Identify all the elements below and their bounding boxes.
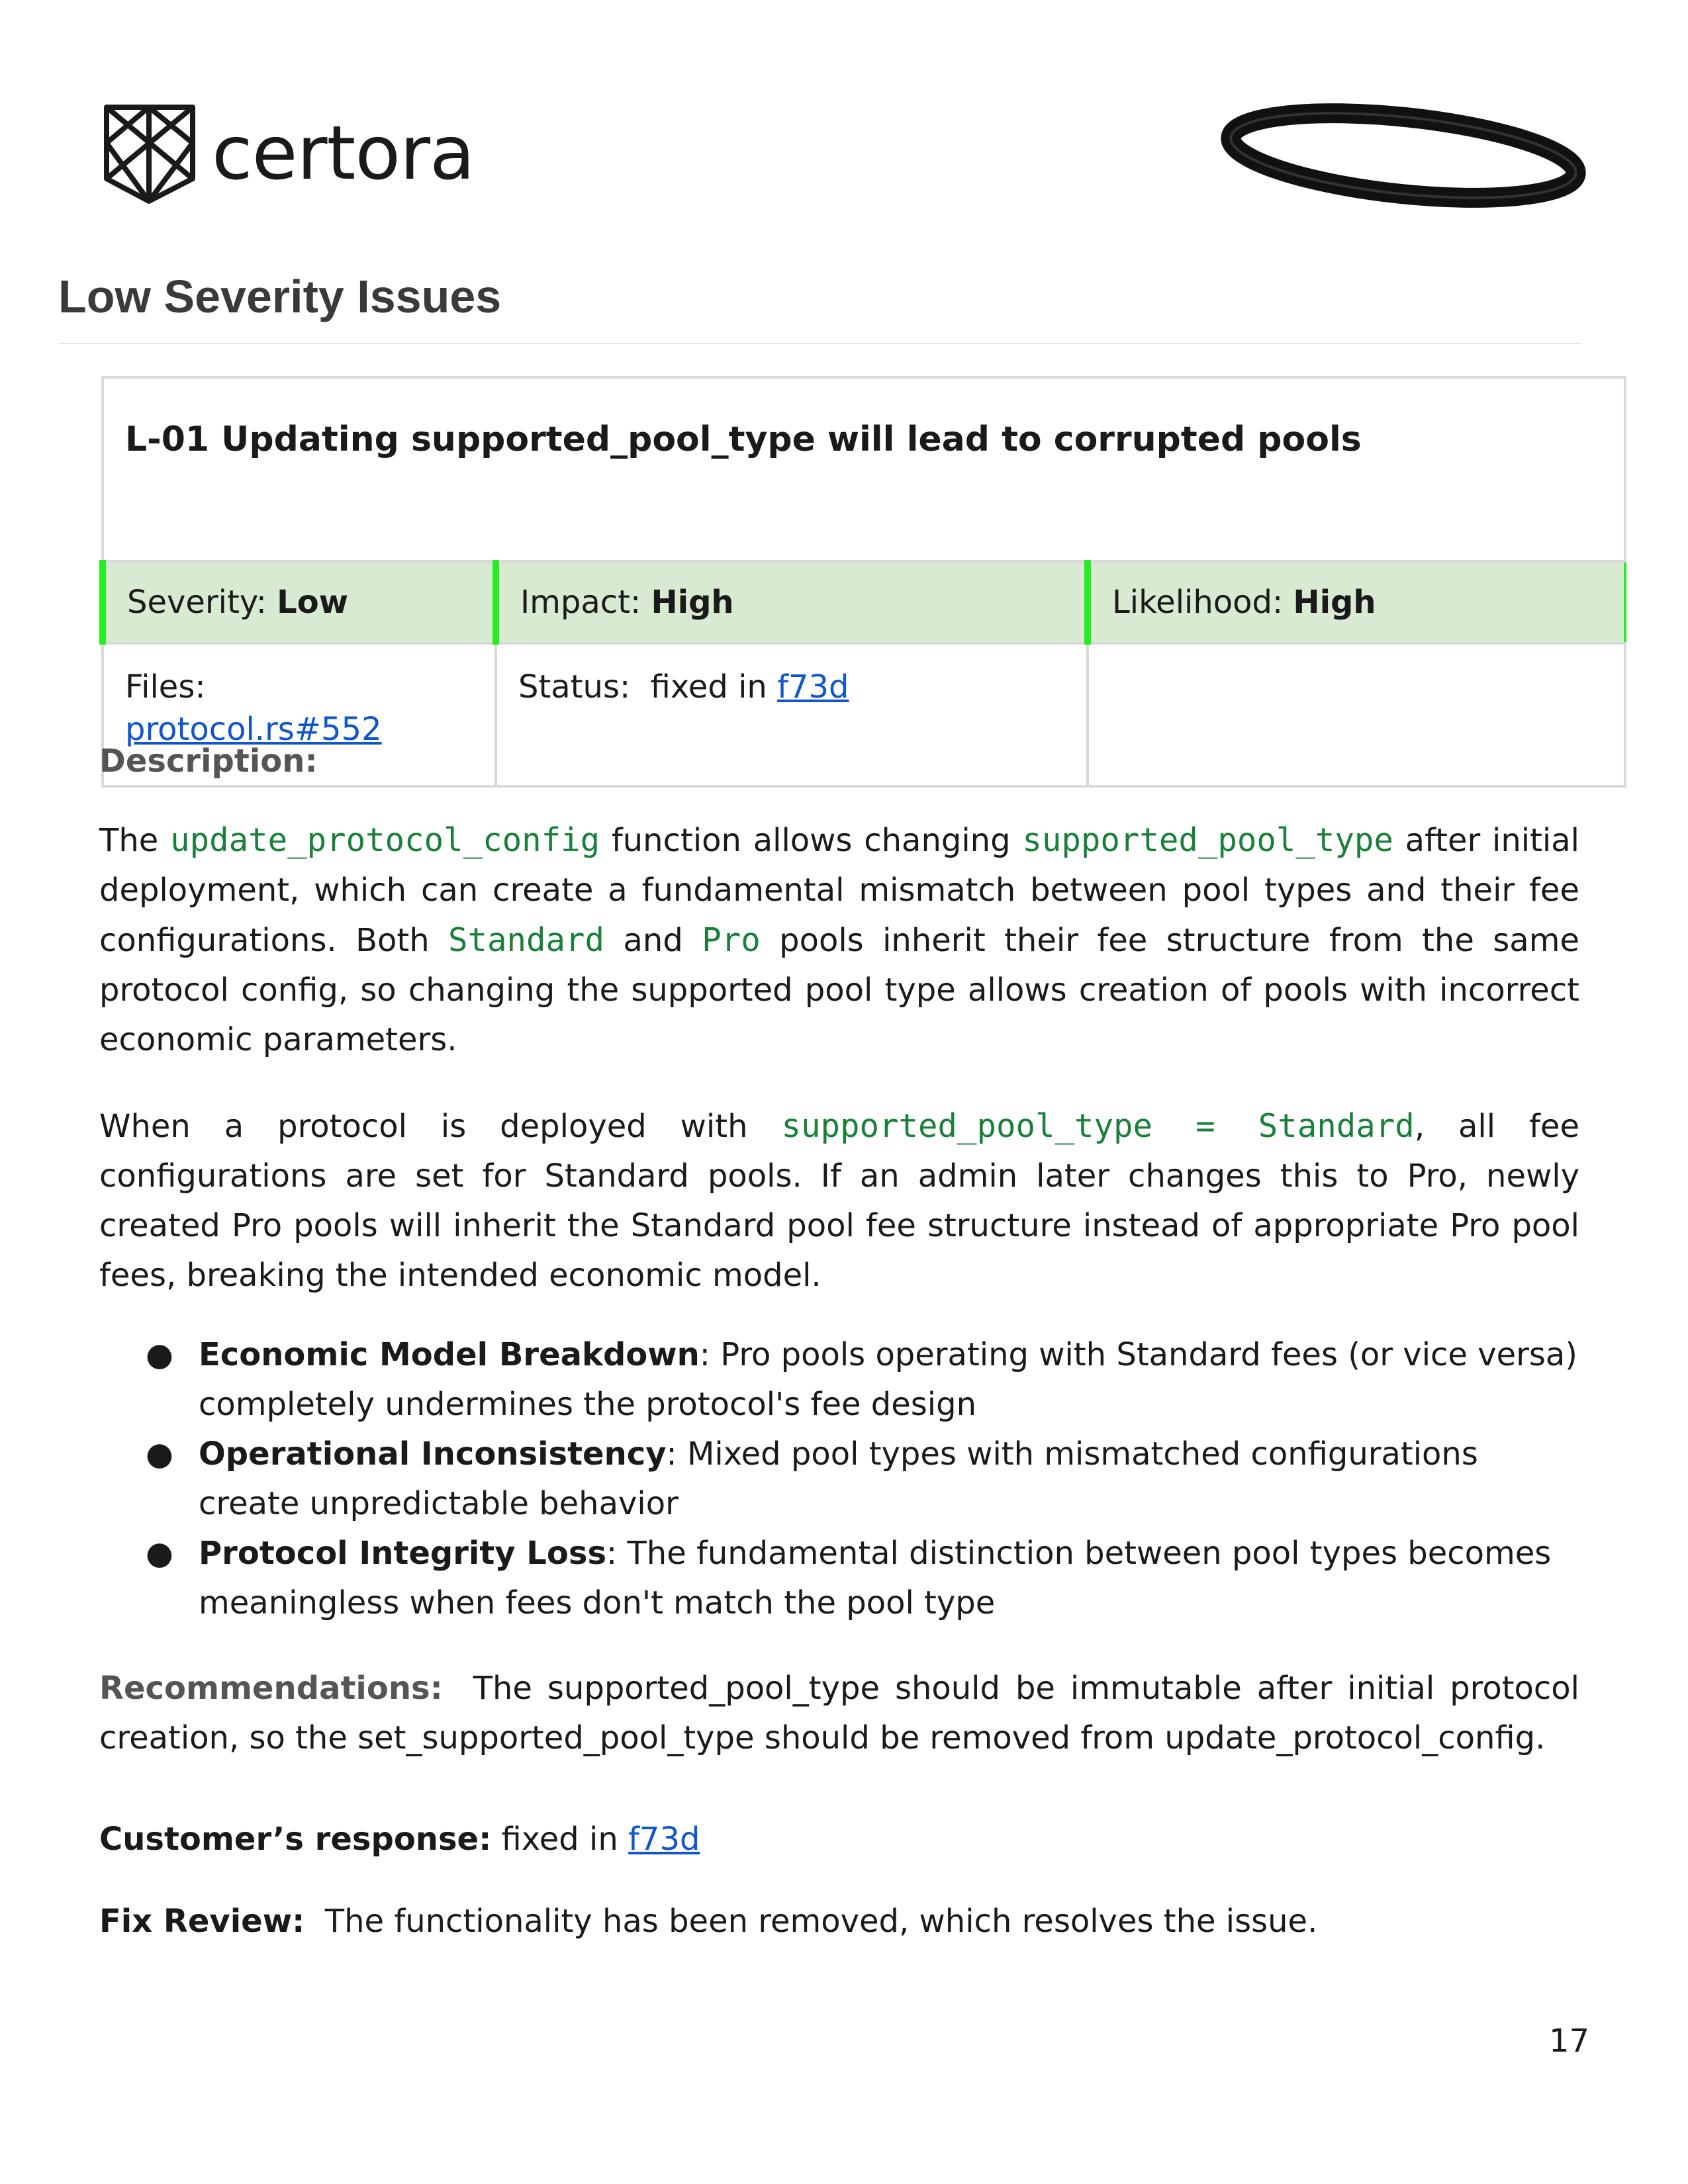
bullet-icon: ● — [146, 1435, 173, 1473]
impact-label: Impact: — [520, 584, 651, 621]
bullet-bold: Protocol Integrity Loss — [199, 1535, 607, 1572]
text-span: The — [99, 822, 171, 859]
code-span: Pro — [702, 921, 761, 959]
recommendations-label: Recommendations: — [99, 1670, 443, 1707]
description-paragraph-2 — [99, 1101, 1579, 1300]
severity-value: Low — [277, 584, 349, 621]
code-span: Standard — [448, 921, 605, 959]
issue-table — [99, 376, 1626, 788]
section-title: Low Severity Issues — [58, 271, 502, 322]
list-item — [99, 1430, 1579, 1529]
title-divider — [58, 343, 1581, 344]
text-span: function allows changing — [600, 822, 1023, 859]
impact-value: High — [651, 584, 734, 621]
severity-label: Severity: — [127, 584, 277, 621]
code-span: supported_pool_type = Standard — [781, 1107, 1415, 1145]
code-span: supported_pool_type — [1022, 821, 1393, 859]
bullet-text: : The fundamental distinction between pool types becomes meaningless when fees don't match the pool type — [199, 1535, 1552, 1621]
text-span: after initial deployment, which can create a fundamental mismatch between pool types and their fee configurations. Both — [99, 822, 1579, 959]
bullet-text: : Pro pools operating with Standard fees (or vice versa) completely undermines the protocol's fee design — [199, 1336, 1578, 1423]
bullet-bold: Operational Inconsistency — [199, 1435, 667, 1473]
customer-response-text: fixed in — [491, 1821, 628, 1858]
impact-bullet-list — [99, 1330, 1579, 1628]
bullet-bold: Economic Model Breakdown — [199, 1336, 700, 1373]
files-label: Files: — [125, 668, 206, 705]
description-label: Description: — [99, 743, 318, 780]
fix-review-label: Fix Review: — [99, 1903, 305, 1940]
likelihood-value: High — [1293, 584, 1376, 621]
bullet-icon: ● — [146, 1336, 173, 1373]
customer-response-paragraph — [99, 1815, 1579, 1864]
recommendations-text: The supported_pool_type should be immutable after initial protocol creation, so the set_supported_pool_type should be removed from update_protocol_config. — [99, 1670, 1590, 1756]
status-cell — [496, 643, 1088, 786]
status-label: Status: fixed in — [518, 668, 778, 705]
issue-title: L-01 Updating supported_pool_type will lead to corrupted pools — [103, 377, 1625, 561]
text-span: and — [604, 922, 702, 959]
fix-review-paragraph — [99, 1897, 1579, 1946]
likelihood-label: Likelihood: — [1112, 584, 1293, 621]
text-span: pools inherit their fee structure from the same protocol config, so changing the supported pool type allows creation of pools with incorrect economic parameters. — [99, 922, 1580, 1058]
customer-response-link[interactable]: f73d — [628, 1821, 700, 1858]
logo-wordmark: certora — [212, 111, 475, 197]
black-ring-icon — [1218, 99, 1589, 212]
bullet-icon: ● — [146, 1535, 173, 1572]
files-link[interactable]: protocol.rs#552 — [125, 711, 382, 748]
empty-cell — [1088, 643, 1625, 786]
text-span: When a protocol is deployed with — [99, 1108, 782, 1145]
likelihood-cell — [1088, 561, 1625, 643]
recommendations-paragraph — [99, 1664, 1590, 1763]
list-item — [99, 1330, 1579, 1430]
list-item — [99, 1529, 1579, 1628]
fix-review-text: The functionality has been removed, which resolves the issue. — [305, 1903, 1318, 1940]
text-span: , all fee configurations are set for Standard pools. If an admin later changes this to Pro, newly created Pro pools will inherit the Standard pool fee structure instead of appropriate Pro pool fees, breaking the intended economic model. — [99, 1108, 1579, 1294]
severity-cell — [103, 561, 496, 643]
code-span: update_protocol_config — [170, 821, 600, 859]
page-number: 17 — [1549, 2023, 1590, 2060]
bullet-text: : Mixed pool types with mismatched configurations create unpredictable behavior — [199, 1435, 1478, 1522]
status-link[interactable]: f73d — [777, 668, 849, 705]
customer-response-label: Customer’s response: — [99, 1821, 492, 1858]
description-paragraph-1 — [99, 815, 1579, 1065]
impact-cell — [496, 561, 1088, 643]
